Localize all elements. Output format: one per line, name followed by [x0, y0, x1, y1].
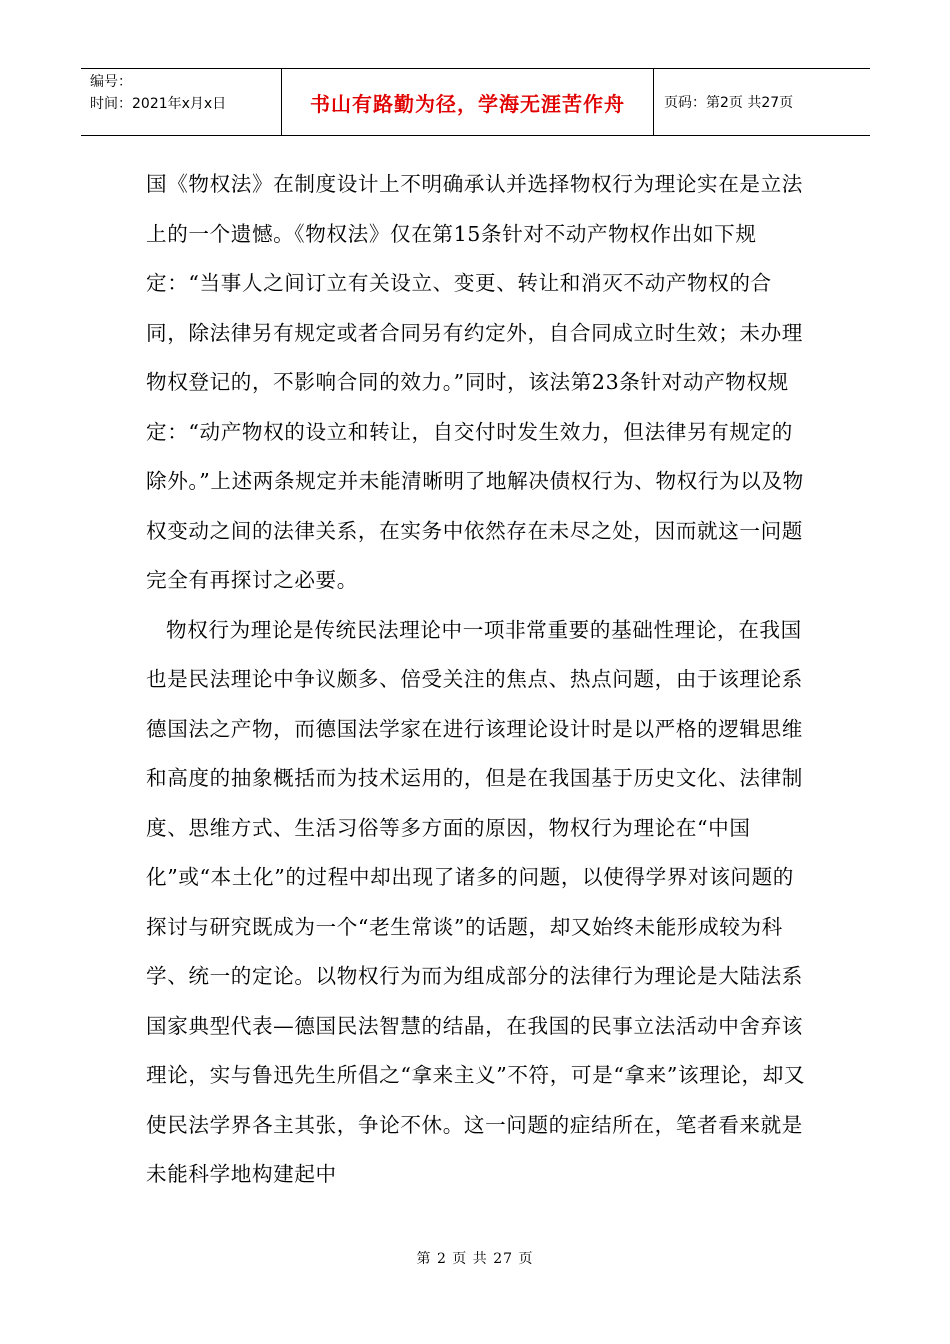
- header-page-info: 页码：第2页 共27页: [664, 95, 794, 111]
- document-number-label: 编号：: [90, 74, 132, 90]
- document-date-label: 时间：2021年x月x日: [90, 96, 227, 112]
- footer-page-number: 第 2 页 共 27 页: [416, 1251, 534, 1267]
- header-motto-cell: [282, 69, 654, 135]
- page-footer: [0, 1248, 950, 1268]
- header-meta-cell: [81, 69, 282, 135]
- body-paragraph-2: 物权行为理论是传统民法理论中一项非常重要的基础性理论，在我国也是民法理论中争议颇多、倍受关注的焦点、热点问题，由于该理论系德国法之产物，而德国法学家在进行该理论设计时是以严格的逻辑思维和高度的抽象概括而为技术运用的，但是在我国基于历史文化、法律制度、思维方式、生活习俗等多方面的原因，物权行为理论在“中国化”或“本土化”的过程中却出现了诸多的问题，以使得学界对该问题的探讨与研究既成为一个“老生常谈”的话题，却又始终未能形成较为科学、统一的定论。以物权行为而为组成部分的法律行为理论是大陆法系国家典型代表—德国民法智慧的结晶，在我国的民事立法活动中舍弃该理论，实与鲁迅先生所倡之“拿来主义”不符，可是“拿来”该理论，却又使民法学界各主其张，争论不休。这一问题的症结所在，笔者看来就是未能科学地构建起中: [146, 617, 806, 1186]
- header-motto: 书山有路勤为径，学海无涯苦作舟: [310, 91, 625, 116]
- header-page-cell: [654, 69, 870, 135]
- page-header: [81, 68, 870, 136]
- body-paragraph-1: 国《物权法》在制度设计上不明确承认并选择物权行为理论实在是立法上的一个遗憾。《物权法》仅在第15条针对不动产物权作出如下规定：“当事人之间订立有关设立、变更、转让和消灭不动产物权的合同，除法律另有规定或者合同另有约定外，自合同成立时生效；未办理物权登记的，不影响合同的效力。”同时，该法第23条针对动产物权规定：“动产物权的设立和转让，自交付时发生效力，但法律另有规定的除外。”上述两条规定并未能清晰明了地解决债权行为、物权行为以及物权变动之间的法律关系，在实务中依然存在未尽之处，因而就这一问题完全有再探讨之必要。: [146, 172, 804, 592]
- document-body: [146, 160, 810, 1200]
